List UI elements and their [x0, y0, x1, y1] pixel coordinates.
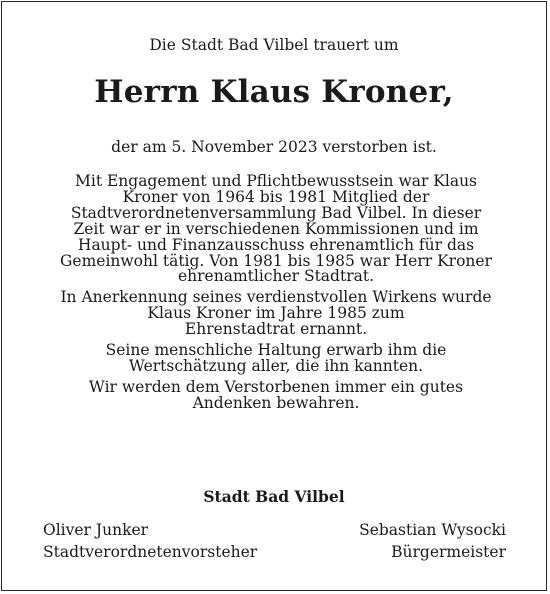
notice-intro: Die Stadt Bad Vilbel trauert um — [149, 36, 399, 54]
deceased-name: Herrn Klaus Kroner, — [94, 74, 454, 110]
text-line: Haupt- und Finanzausschuss ehrenamtlich für das — [77, 235, 475, 254]
text-line: Andenken bewahren. — [192, 393, 360, 412]
signatory-name: Sebastian Wysocki — [359, 521, 506, 539]
signatory-title: Stadtverordnetenvorsteher — [43, 543, 258, 561]
signatory-name: Oliver Junker — [43, 521, 149, 539]
text-line: Gemeinwohl tätig. Von 1981 bis 1985 war Herr Kroner — [60, 251, 492, 270]
obituary-notice — [1, 1, 547, 591]
text-line: Stadtverordnetenversammlung Bad Vilbel. In dieser — [70, 203, 482, 222]
text-line: Ehrenstadtrat ernannt. — [184, 320, 368, 339]
text-line: In Anerkennung seines verdienstvollen Wirkens wurde — [60, 288, 492, 307]
paragraph-honor — [22, 290, 530, 338]
signatory-left — [43, 519, 257, 563]
text-line: Wir werden dem Verstorbenen immer ein gutes — [88, 377, 464, 396]
paragraph-remembrance — [22, 377, 530, 412]
paragraph-service — [22, 174, 530, 285]
paragraph-character — [22, 343, 530, 375]
text-line: Klaus Kroner im Jahre 1985 zum — [147, 304, 405, 323]
date-of-death-line: der am 5. November 2023 verstorben ist. — [111, 138, 437, 156]
signatory-title: Bürgermeister — [391, 543, 506, 561]
signatory-right — [359, 519, 506, 563]
text-line: ehrenamtlicher Stadtrat. — [177, 267, 375, 286]
organization-name: Stadt Bad Vilbel — [203, 487, 345, 506]
text-line: Wertschätzung aller, die ihn kannten. — [128, 356, 424, 375]
text-line: Kroner von 1964 bis 1981 Mitglied der — [122, 187, 430, 206]
text-line: Mit Engagement und Pflichtbewusstsein war Klaus — [74, 172, 478, 190]
text-line: Seine menschliche Haltung erwarb ihm die — [105, 341, 447, 360]
notice-body — [22, 174, 530, 417]
text-line: Zeit war er in verschiedenen Kommissionen und im — [73, 219, 479, 238]
